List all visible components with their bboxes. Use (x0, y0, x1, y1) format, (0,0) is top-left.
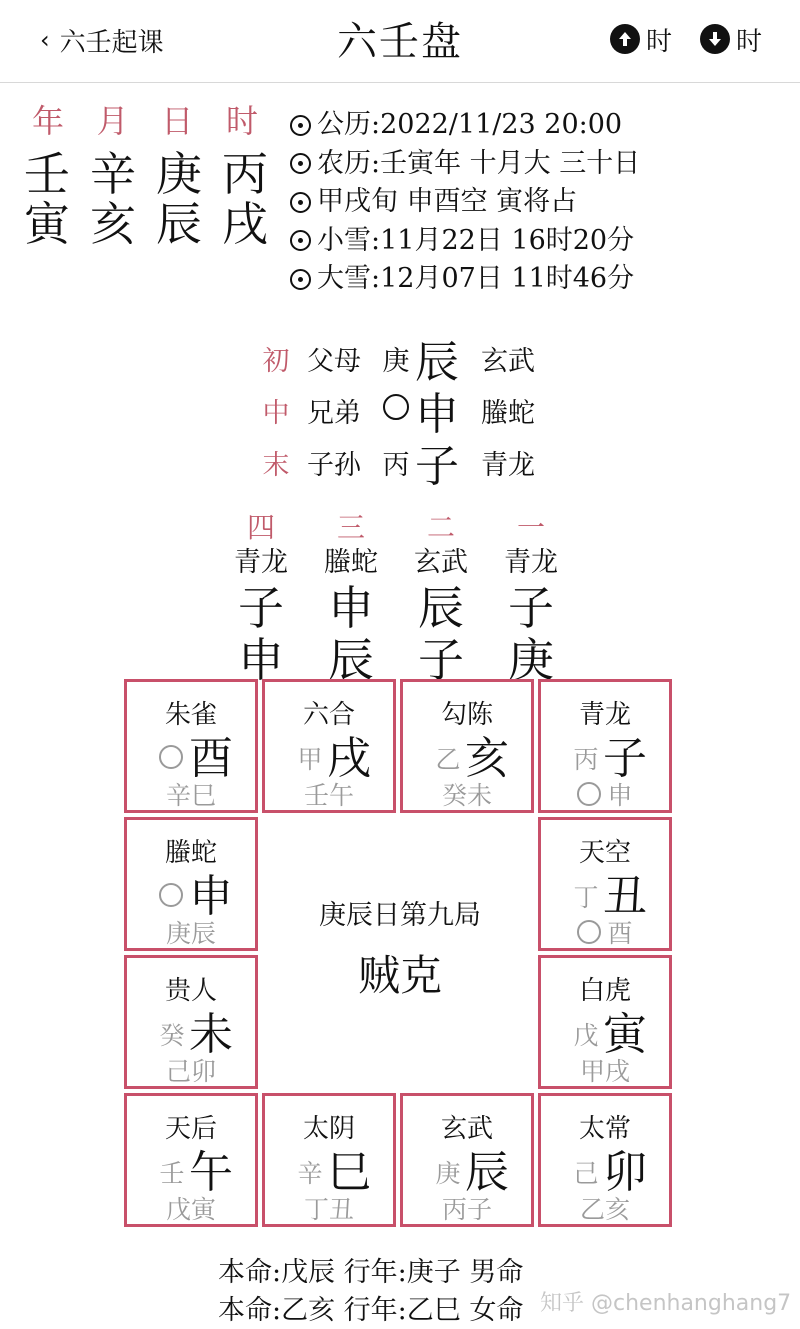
cell-branch: 巳 (327, 1147, 371, 1198)
cell-hidden-text: 戊寅 (165, 1195, 216, 1224)
page-title: 六壬盘 (337, 19, 463, 65)
cell-hidden (127, 1052, 255, 1088)
pillar-branch-month: 亥 (90, 197, 136, 251)
cell-stem: 庚 (435, 1159, 461, 1188)
footer-male: 本命:戊辰 行年:庚子 男命 (218, 1257, 524, 1288)
transmission-final (255, 436, 575, 492)
cell-hidden (265, 1190, 393, 1226)
transmission-stem: 庚 (382, 345, 410, 377)
cell-hidden-text: 癸未 (441, 781, 492, 810)
cell-stem: 丁 (573, 883, 599, 912)
void-circle-icon (381, 394, 411, 427)
cell-stem: 乙 (435, 745, 461, 774)
board-cell (262, 1093, 396, 1227)
board-cell (538, 955, 672, 1089)
cell-branch: 亥 (465, 733, 509, 784)
cell-god: 六合 (302, 700, 355, 730)
cell-god: 螣蛇 (164, 838, 217, 868)
cell-hidden-text: 酉 (607, 919, 633, 948)
cell-god: 天后 (164, 1114, 217, 1144)
cell-hidden (127, 914, 255, 950)
pillar-stem-month: 辛 (90, 147, 136, 201)
cell-hidden (127, 1190, 255, 1226)
cell-hidden-text: 壬午 (303, 781, 354, 810)
pillar-label-day: 日 (161, 102, 194, 140)
watermark: 知乎 @chenhanghang7 (540, 1291, 792, 1316)
board-cell (538, 1093, 672, 1227)
cell-stem: 辛 (297, 1159, 323, 1188)
cell-hidden (403, 1190, 531, 1226)
transmission-label: 初 (262, 345, 290, 377)
lesson-god: 青龙 (504, 547, 558, 578)
cell-god: 贵人 (164, 976, 217, 1006)
lesson-top: 子 (238, 581, 284, 635)
lesson-bottom: 申 (238, 633, 284, 687)
lesson-god: 玄武 (414, 547, 468, 578)
transmission-label: 中 (262, 397, 290, 429)
arrow-up-icon (610, 24, 640, 54)
info-xun-void: 甲戌旬 申酉空 寅将占 (290, 183, 640, 222)
board-cell (124, 817, 258, 951)
lesson-bottom: 子 (418, 633, 464, 687)
cell-branch: 未 (189, 1009, 233, 1060)
cell-branch: 午 (189, 1147, 233, 1198)
info-lunar-date: 农历:壬寅年 十月大 三十日 (290, 145, 640, 184)
cell-hidden (541, 1052, 669, 1088)
cell-branch: 子 (603, 733, 647, 784)
cell-stem: 壬 (159, 1159, 185, 1188)
lesson-number: 四 (246, 511, 275, 544)
chevron-left-icon: ‹ (40, 26, 50, 54)
board-center-method: 贼克 (357, 951, 442, 1000)
cell-stem: 丙 (573, 745, 599, 774)
lesson-number: 三 (336, 511, 365, 544)
transmission-middle (255, 384, 575, 440)
board-cell (400, 1093, 534, 1227)
transmission-relation: 兄弟 (307, 397, 361, 429)
cell-god: 玄武 (440, 1114, 493, 1144)
cell-branch: 酉 (189, 733, 233, 784)
cell-hidden (541, 914, 669, 950)
info-solar-term-2: 大雪:12月07日 11时46分 (290, 260, 640, 299)
info-solar-date: 公历:2022/11/23 20:00 (290, 106, 640, 145)
board-cell (538, 817, 672, 951)
pillar-stem-year: 壬 (24, 147, 70, 201)
footer-female: 本命:乙亥 行年:乙巳 女命 (218, 1295, 524, 1326)
lesson-god: 青龙 (234, 547, 288, 578)
board-cell (538, 679, 672, 813)
pillar-labels (20, 96, 270, 142)
transmission-stem: 丙 (382, 449, 410, 481)
lesson-bottom: 庚 (508, 633, 554, 687)
cell-hidden-text: 庚辰 (165, 919, 216, 948)
lesson-god: 螣蛇 (324, 547, 378, 578)
transmission-god: 螣蛇 (481, 397, 535, 429)
cell-hidden (403, 776, 531, 812)
cell-hidden (541, 776, 669, 812)
transmission-branch: 申 (415, 389, 459, 440)
pillar-stem-hour: 丙 (222, 147, 268, 201)
board-cell (124, 1093, 258, 1227)
cell-hidden-text: 己卯 (165, 1057, 216, 1086)
cell-god: 勾陈 (440, 700, 493, 730)
next-hour-label: 时 (736, 26, 763, 57)
cell-god: 太常 (578, 1114, 631, 1144)
pillar-branch-day: 辰 (156, 197, 202, 251)
lesson-bottom: 辰 (328, 633, 374, 687)
pillar-branches (16, 188, 276, 254)
lesson-top: 申 (328, 581, 374, 635)
cell-hidden-text: 丙子 (441, 1195, 492, 1224)
cell-branch: 丑 (603, 871, 647, 922)
cell-hidden (127, 776, 255, 812)
pillar-label-month: 月 (96, 102, 129, 140)
cell-branch: 卯 (603, 1147, 647, 1198)
cell-branch: 辰 (465, 1147, 509, 1198)
cell-hidden-text: 申 (607, 781, 633, 810)
cell-hidden (541, 1190, 669, 1226)
cell-branch: 寅 (603, 1009, 647, 1060)
cell-stem: 戊 (573, 1021, 599, 1050)
pillar-label-year: 年 (31, 102, 64, 140)
cell-branch: 戌 (327, 733, 371, 784)
cell-hidden-text: 甲戌 (579, 1057, 630, 1086)
board-center-title: 庚辰日第九局 (319, 900, 481, 931)
lesson-number: 二 (426, 511, 455, 544)
bullet-icon (290, 230, 311, 251)
void-circle-icon (159, 883, 183, 907)
transmission-god: 玄武 (481, 345, 535, 377)
cell-stem: 癸 (159, 1021, 185, 1050)
top-bar (0, 0, 800, 83)
prev-hour-button[interactable] (610, 20, 672, 58)
board-center (264, 819, 536, 1091)
bullet-icon (290, 115, 311, 136)
cell-hidden-text: 辛巳 (165, 781, 216, 810)
transmission-initial (255, 332, 575, 388)
prev-hour-label: 时 (646, 26, 673, 57)
cell-hidden (265, 776, 393, 812)
transmission-relation: 子孙 (307, 449, 361, 481)
info-panel (290, 106, 640, 299)
board-cell (124, 955, 258, 1089)
cell-god: 朱雀 (164, 700, 217, 730)
cell-hidden-text: 丁丑 (303, 1195, 354, 1224)
heaven-earth-board (124, 679, 677, 1232)
bullet-icon (290, 153, 311, 174)
arrow-down-icon (700, 24, 730, 54)
cell-god: 天空 (578, 838, 631, 868)
bullet-icon (290, 192, 311, 213)
transmission-relation: 父母 (307, 345, 361, 377)
bullet-icon (290, 269, 311, 290)
cell-stem: 甲 (297, 745, 323, 774)
lesson-top: 辰 (418, 581, 464, 635)
transmission-label: 末 (262, 449, 290, 481)
transmission-branch: 子 (415, 441, 459, 492)
void-circle-icon (577, 782, 601, 806)
void-circle-icon (159, 745, 183, 769)
cell-branch: 申 (189, 871, 233, 922)
board-cell (262, 679, 396, 813)
pillar-branch-year: 寅 (24, 197, 70, 251)
board-cell (400, 679, 534, 813)
cell-stem: 己 (573, 1159, 599, 1188)
cell-god: 白虎 (578, 976, 631, 1006)
lesson-number: 一 (516, 511, 545, 544)
info-solar-term-1: 小雪:11月22日 16时20分 (290, 222, 640, 261)
back-label: 六壬起课 (59, 27, 164, 58)
transmission-god: 青龙 (481, 449, 535, 481)
transmission-branch: 辰 (415, 337, 459, 388)
pillar-stem-day: 庚 (156, 147, 202, 201)
cell-hidden-text: 乙亥 (579, 1195, 630, 1224)
board-cell (124, 679, 258, 813)
pillar-label-hour: 时 (225, 102, 258, 140)
cell-god: 太阴 (302, 1114, 355, 1144)
next-hour-button[interactable] (700, 20, 762, 58)
pillar-branch-hour: 戌 (222, 197, 268, 251)
void-circle-icon (577, 920, 601, 944)
lesson-top: 子 (508, 581, 554, 635)
cell-god: 青龙 (578, 700, 631, 730)
